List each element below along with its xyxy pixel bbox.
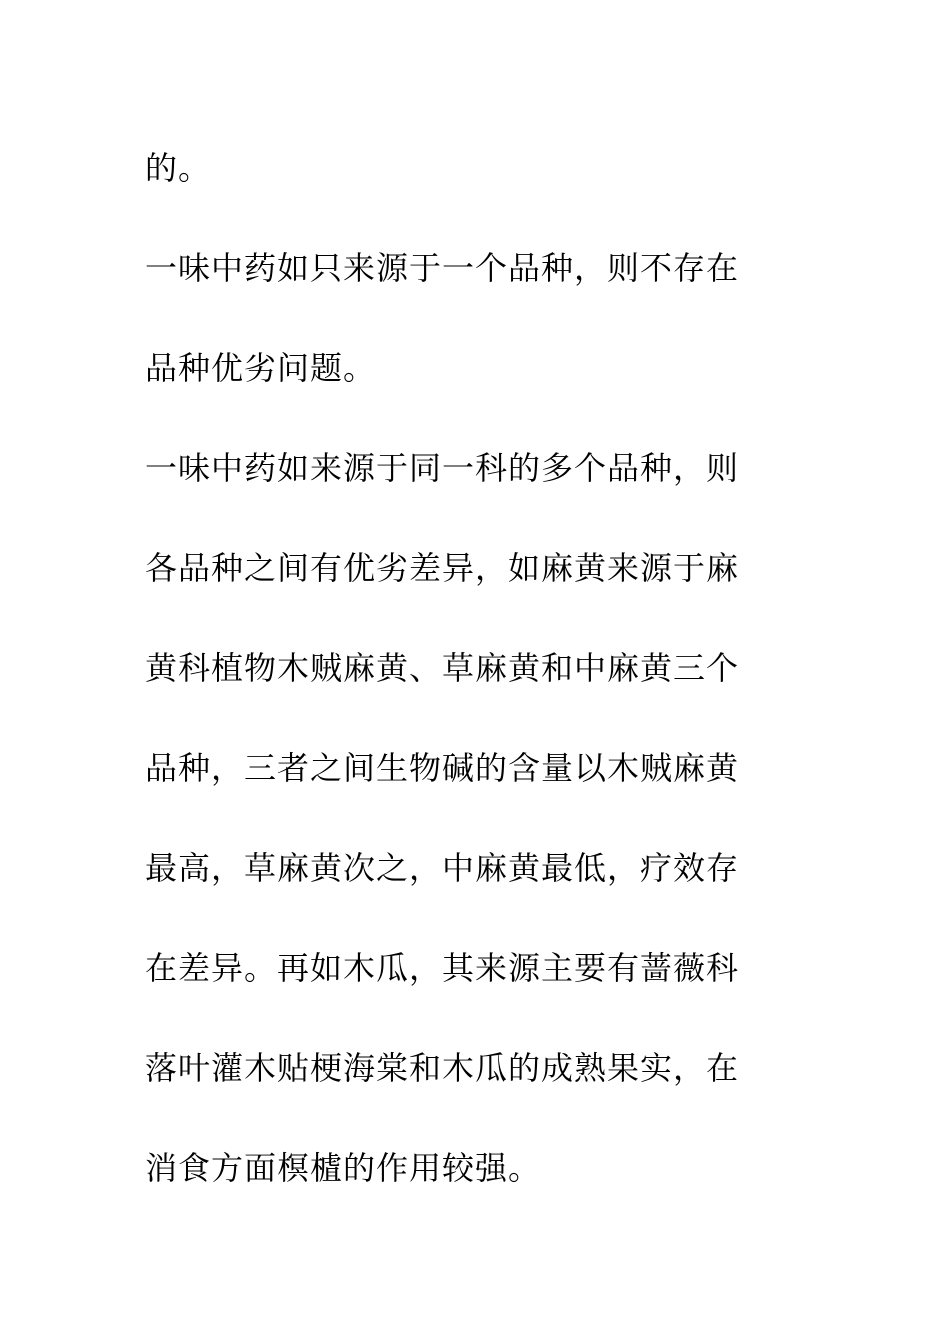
text-line: 最高，草麻黄次之，中麻黄最低，疗效存 bbox=[145, 849, 740, 887]
text-line: 的。 bbox=[145, 149, 212, 187]
text-line: 消食方面榠樝的作用较强。 bbox=[145, 1149, 542, 1187]
text-line: 各品种之间有优劣差异，如麻黄来源于麻 bbox=[145, 549, 740, 587]
text-line: 黄科植物木贼麻黄、草麻黄和中麻黄三个 bbox=[145, 649, 740, 687]
text-line: 一味中药如只来源于一个品种，则不存在 bbox=[145, 249, 740, 287]
text-line: 在差异。再如木瓜，其来源主要有蔷薇科 bbox=[145, 949, 740, 987]
text-line: 落叶灌木贴梗海棠和木瓜的成熟果实，在 bbox=[145, 1049, 740, 1087]
text-line: 品种优劣问题。 bbox=[145, 349, 377, 387]
body-text bbox=[145, 118, 805, 1218]
text-line: 一味中药如来源于同一科的多个品种，则 bbox=[145, 449, 740, 487]
text-line: 品种，三者之间生物碱的含量以木贼麻黄 bbox=[145, 749, 740, 787]
